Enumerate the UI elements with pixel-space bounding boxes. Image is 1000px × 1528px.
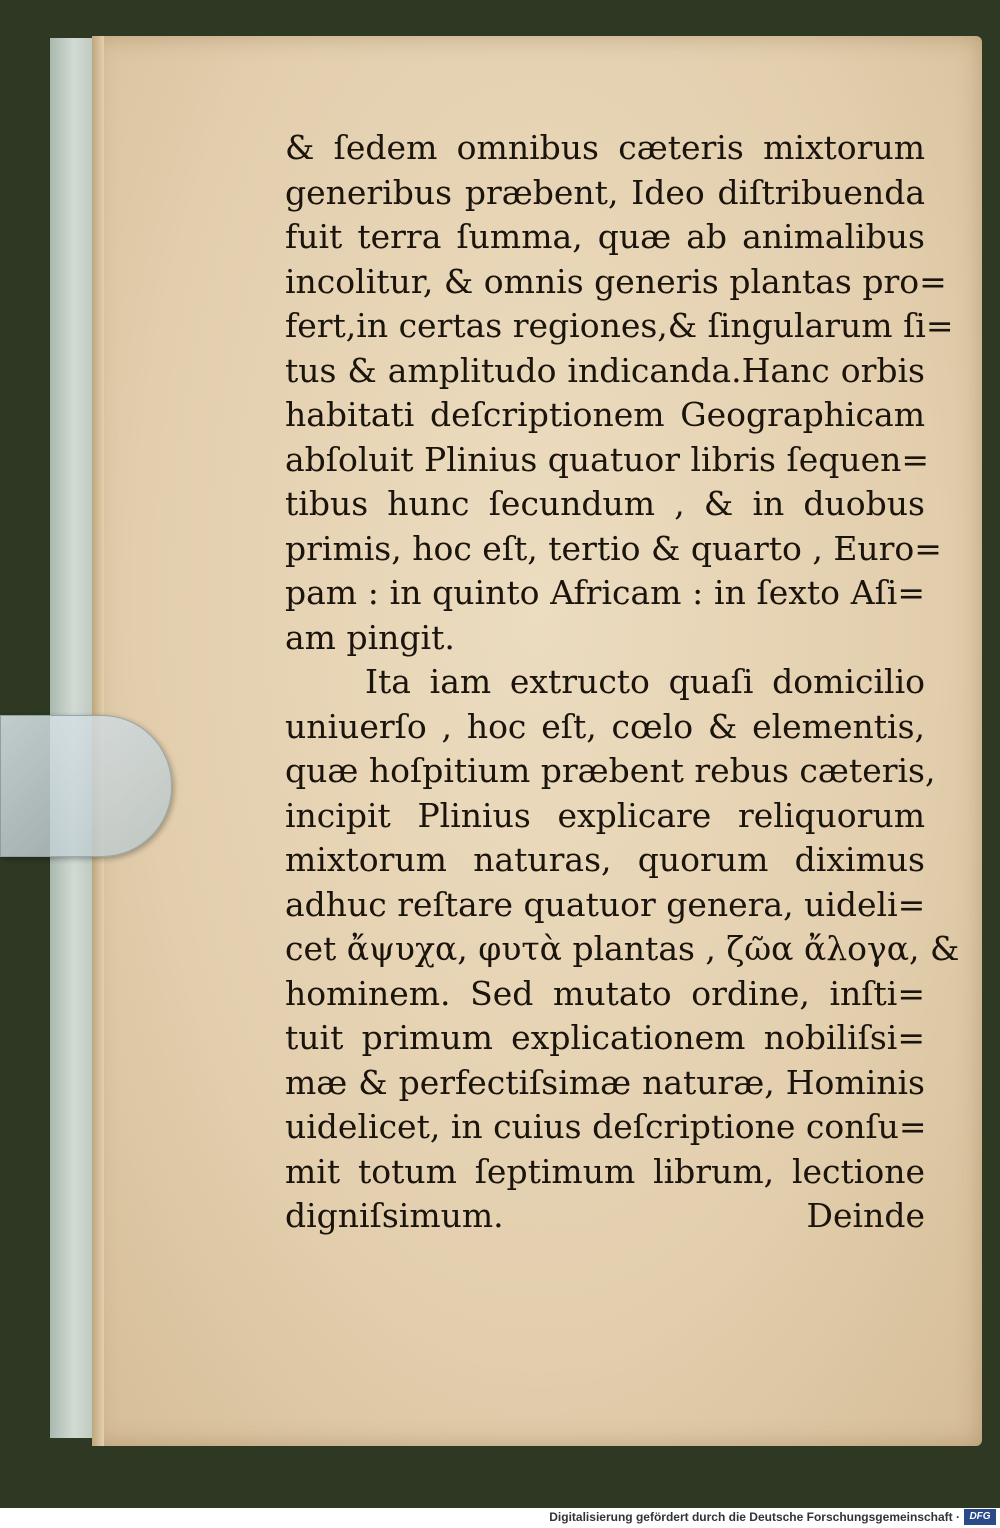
text-line: fert,in certas regiones,& ſingularum ſi= [285,306,954,345]
text-line: uniuerſo , hoc eſt, cœlo & elementis, [285,706,925,746]
last-line [285,1194,925,1239]
text-line: habitati deſcriptionem Geographicam [285,395,925,434]
text-line: hominem. Sed mutato ordine, inſti= [285,973,925,1013]
text-line: tibus hunc ſecundum , & in duobus [285,484,925,523]
text-line: adhuc reſtare quatuor genera, uideli= [285,884,926,924]
text-line: incolitur, & omnis generis plantas pro= [285,261,947,301]
text-line: tuit primum explicationem nobiliſsi= [285,1018,925,1057]
dfg-logo: DFG [964,1509,996,1525]
text-line: tus & amplitudo indicanda.Hanc orbis [285,350,925,390]
text-block [285,126,960,1239]
text-line: cet ἄψυχα, φυτὰ plantas , ζῶα ἄλογα, & [285,929,960,968]
text-line: generibus præbent, Ideo diſtribuenda [285,172,925,212]
text-line: fuit terra ſumma, quæ ab animalibus [285,217,925,256]
text-line: uidelicet, in cuius deſcriptione conſu= [285,1107,927,1146]
footer-credit: Digitalisierung gefördert durch die Deutsche Forschungsgemeinschaft · [549,1510,960,1524]
text-line: mæ & perfectiſsimæ naturæ, Hominis [285,1062,925,1102]
text-line: pam : in quinto Africam : in ſexto Aſi= [285,573,925,612]
text-line: incipit Plinius explicare reliquorum [285,795,925,835]
text-line: am pingit. [285,617,455,657]
text-line: & ſedem omnibus cæteris mixtorum [285,128,925,167]
text-line: mit totum ſeptimum librum, lectione [285,1151,925,1191]
text-line: mixtorum naturas, quorum diximus [285,840,925,879]
text-line: quæ hoſpitium præbent rebus cæteris, [285,751,936,790]
text-line: digniſsimum. [285,1196,504,1235]
paragraph-start-line: Ita iam extructo quaſi domicilio [365,662,925,701]
footer-bar [0,1508,1000,1528]
catchword: Deinde [806,1196,925,1235]
text-line: abſoluit Plinius quatuor libris ſequen= [285,439,930,479]
text-line: primis, hoc eſt, tertio & quarto , Euro= [285,528,942,568]
page-clip [0,715,172,857]
